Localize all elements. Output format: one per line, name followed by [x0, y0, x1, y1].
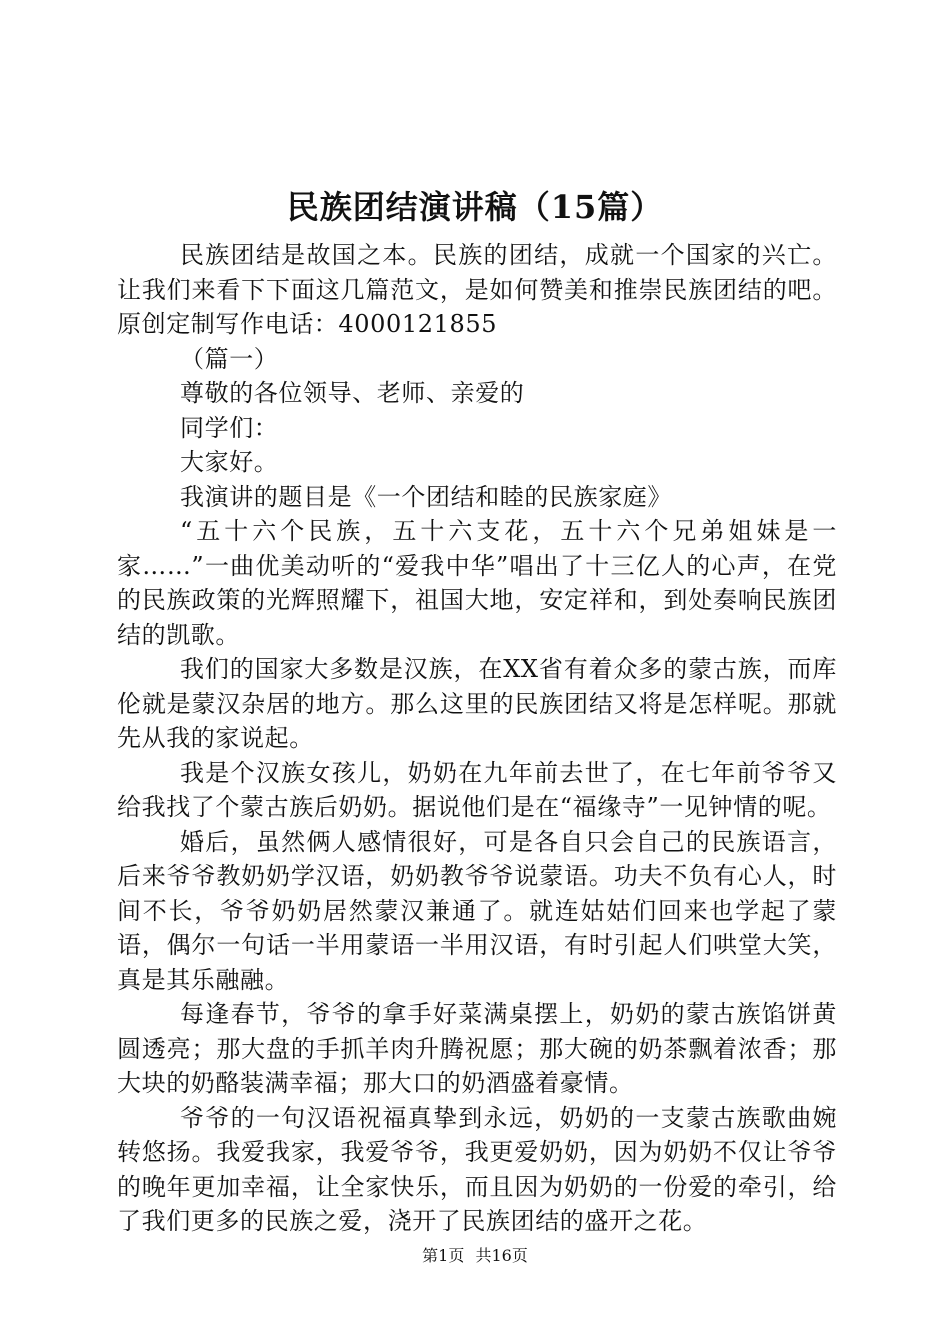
paragraph-body: 我们的国家大多数是汉族，在XX省有着众多的蒙古族，而库伦就是蒙汉杂居的地方。那么这里的民族团结又将是怎样呢。那就先从我的家说起。 [117, 655, 837, 752]
document-title: 民族团结演讲稿（15篇） [286, 188, 664, 226]
page-footer [0, 1244, 950, 1268]
paragraph-salutation-cont: 同学们： [180, 413, 279, 442]
page-total: 共16页 [475, 1246, 528, 1265]
document-body [117, 238, 837, 1239]
paragraph-intro: 民族团结是故国之本。民族的团结，成就一个国家的兴亡。让我们来看下下面这几篇范文，是如何赞美和推崇民族团结的吧。原创定制写作电话：4000121855 [117, 241, 837, 338]
paragraph-section-label: （篇一） [180, 344, 279, 373]
paragraph-topic: 我演讲的题目是《一个团结和睦的民族家庭》 [180, 482, 672, 511]
paragraph-body: 婚后，虽然俩人感情很好，可是各自只会自己的民族语言，后来爷爷教奶奶学汉语，奶奶教爷爷说蒙语。功夫不负有心人，时间不长，爷爷奶奶居然蒙汉兼通了。就连姑姑们回来也学起了蒙语，偶尔一句话一半用蒙语一半用汉语，有时引起人们哄堂大笑，真是其乐融融。 [117, 827, 837, 994]
paragraph-body: 爷爷的一句汉语祝福真挚到永远，奶奶的一支蒙古族歌曲婉转悠扬。我爱我家，我爱爷爷，我更爱奶奶，因为奶奶不仅让爷爷的晚年更加幸福，让全家快乐，而且因为奶奶的一份爱的牵引，给了我们更多的民族之爱，浇开了民族团结的盛开之花。 [117, 1103, 837, 1235]
paragraph-body: 我是个汉族女孩儿，奶奶在九年前去世了，在七年前爷爷又给我找了个蒙古族后奶奶。据说他们是在“福缘寺”一见钟情的呢。 [117, 758, 837, 821]
paragraph-body: “五十六个民族，五十六支花，五十六个兄弟姐妹是一家……”一曲优美动听的“爱我中华”唱出了十三亿人的心声，在党的民族政策的光辉照耀下，祖国大地，安定祥和，到处奏响民族团结的凯歌。 [117, 517, 837, 649]
page-number: 第1页 [422, 1246, 465, 1265]
paragraph-greeting: 大家好。 [180, 448, 279, 476]
paragraph-body: 每逢春节，爷爷的拿手好菜满桌摆上，奶奶的蒙古族馅饼黄圆透亮；那大盘的手抓羊肉升腾祝愿；那大碗的奶茶飘着浓香；那大块的奶酪装满幸福；那大口的奶酒盛着豪情。 [117, 1000, 837, 1097]
paragraph-salutation: 尊敬的各位领导、老师、亲爱的 [180, 379, 525, 407]
